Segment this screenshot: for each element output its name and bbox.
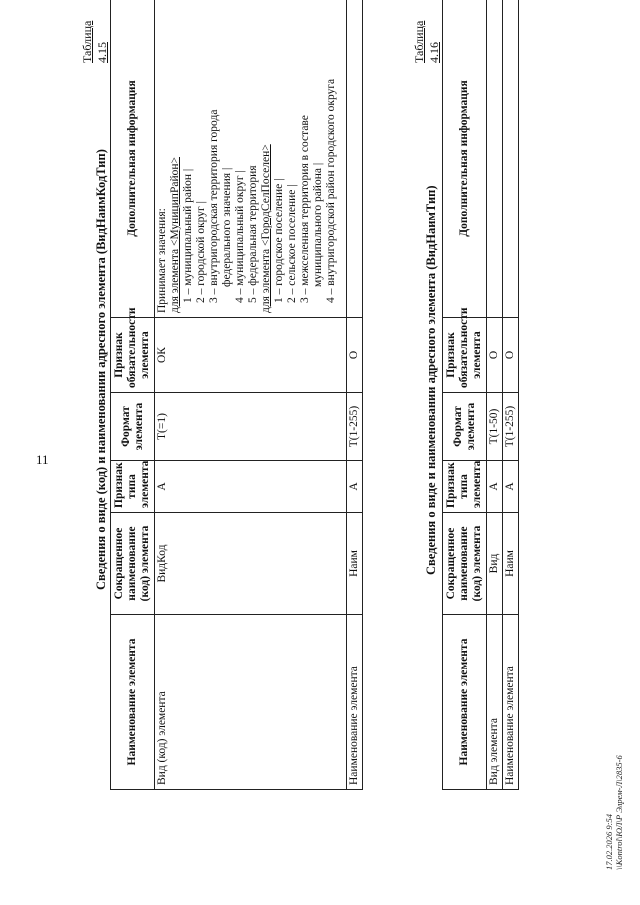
info-line: муниципального района | [312, 162, 324, 287]
cell-short: Вид [487, 513, 503, 615]
header-cell: Признак типа элемента [443, 461, 487, 513]
info-line: 4 – муниципальный округ | [234, 170, 246, 303]
info-line: 3 – внутригородская территория города [208, 109, 220, 303]
info-line: 4 – внутригородской район городского округа [325, 78, 337, 303]
table-header-row [111, 0, 155, 790]
cell-type: А [155, 461, 347, 513]
cell-name: Наименование элемента [503, 615, 519, 790]
table-row [503, 0, 519, 790]
cell-required: ОК [155, 318, 347, 393]
cell-format: Т(1-255) [503, 393, 519, 461]
header-cell: Формат элемента [111, 393, 155, 461]
table-header-row [443, 0, 487, 790]
table-4-16-label: Таблица 4.16 [412, 20, 441, 63]
cell-info [503, 0, 519, 318]
header-cell: Наименование элемента [111, 615, 155, 790]
header-cell: Признак типа элемента [111, 461, 155, 513]
header-cell: Дополнительная информация [443, 0, 487, 318]
cell-name: Наименование элемента [347, 615, 363, 790]
cell-type: А [347, 461, 363, 513]
cell-short: ВидКод [155, 513, 347, 615]
header-cell: Сокращенное наименование (код) элемента [443, 513, 487, 615]
cell-short: Наим [503, 513, 519, 615]
cell-name: Вид элемента [487, 615, 503, 790]
info-line: для элемента <МуниципРайон> [169, 157, 181, 313]
cell-format: Т(1-50) [487, 393, 503, 461]
info-line: для элемента <ГородСелПоселен> [260, 144, 272, 313]
info-line: 3 – межселенная территория в составе [299, 115, 311, 303]
cell-name: Вид (код) элемента [155, 615, 347, 790]
table-4-15 [110, 0, 363, 790]
cell-info [487, 0, 503, 318]
table-4-16-title: Сведения о виде и наименовании адресного элемента (ВидНаимТип) [424, 185, 438, 575]
header-cell: Признак обязательности элемента [111, 318, 155, 393]
table-4-16 [442, 0, 519, 790]
info-line: 1 – муниципальный район | [182, 168, 194, 303]
cell-required: О [503, 318, 519, 393]
table-row [155, 0, 347, 790]
table-row [347, 0, 363, 790]
header-cell: Формат элемента [443, 393, 487, 461]
footer-timestamp: 17.02.2026 9:54 [604, 814, 614, 870]
cell-info [155, 0, 347, 318]
info-line: 5 – федеральная территория [247, 165, 259, 303]
header-cell: Сокращенное наименование (код) элемента [111, 513, 155, 615]
cell-required: О [487, 318, 503, 393]
table-4-15-label: Таблица 4.15 [80, 20, 109, 63]
page-number: 11 [36, 452, 49, 467]
cell-info [347, 0, 363, 318]
info-line: 1 – городское поселение | [273, 178, 285, 303]
footer-path: \\Kontrol\ЮЛ\Р Элрем-Л\2835-6 [614, 755, 624, 870]
cell-required: О [347, 318, 363, 393]
info-line: Принимает значения: [156, 208, 168, 313]
cell-type: А [487, 461, 503, 513]
header-cell: Дополнительная информация [111, 0, 155, 318]
table-row [487, 0, 503, 790]
cell-type: А [503, 461, 519, 513]
cell-format: Т(=1) [155, 393, 347, 461]
info-line: 2 – сельское поселение | [286, 184, 298, 303]
table-4-15-title: Сведения о виде (код) и наименовании адресного элемента (ВидНаимКодТип) [94, 149, 108, 590]
header-cell: Наименование элемента [443, 615, 487, 790]
header-cell: Признак обязательности элемента [443, 318, 487, 393]
cell-short: Наим [347, 513, 363, 615]
info-line: федерального значения | [221, 167, 233, 287]
info-line: 2 – городской округ | [195, 201, 207, 303]
cell-format: Т(1-255) [347, 393, 363, 461]
